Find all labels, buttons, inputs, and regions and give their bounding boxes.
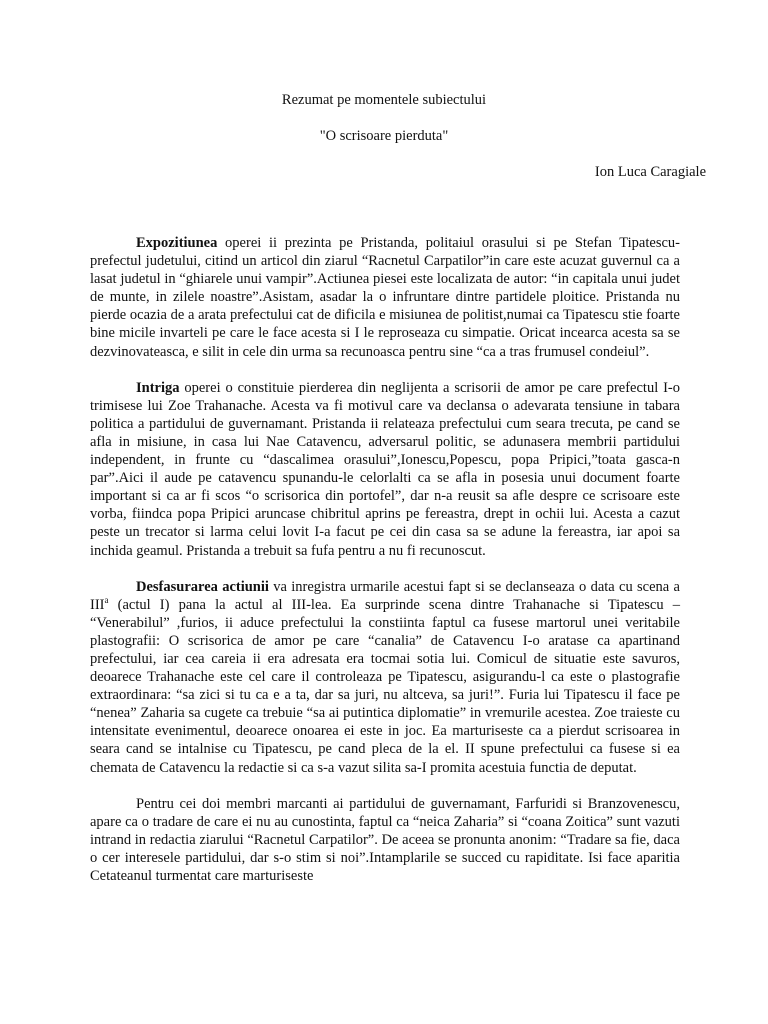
paragraph-text: operei o constituie pierderea din neglijenta a scrisorii de amor pe care prefectul I-o trimisese lui Zoe Trahanache. Acesta va fi motivul care va declansa o adevarata tensiune in tabara politica a partidului de guvernamant. Pristanda ii relateaza prefectului cum seara trecuta, pe cand se afla in misiune, in casa lui Nae Catavencu, adversarul politic, se adunasera membrii partidului independent, in frunte cu “dascalimea orasului”,Ionescu,Popescu, popa Pripici,”toata gasca-n par”.Aici il aude pe catavencu spunandu-le celorlalti ca se afla in posesia unui document foarte important si ca ar fi scos “o scrisorica din portofel”, dar n-a reusit sa afle despre ce scrisoare este vorba, fiindca popa Pripici aruncase chibritul aprins pe fereastra, drept in ochii lui. Acesta a cazut peste un trecator si larma celui lovit I-a facut pe cei din casa sa se adune la fereastra, iar apoi sa inchida geamul. Pristanda a trebuit sa fufa pentru a nu fi recunoscut. — [90, 379, 680, 559]
paragraph-expozitiunea — [90, 234, 680, 361]
paragraph-text: operei ii prezinta pe Pristanda, politaiul orasului si pe Stefan Tipatescu-prefectul judetului, citind un articol din ziarul “Racnetul Carpatilor”in care este acuzat guvernul ca a lasat judetul in “ghiarele unui vampir”.Actiunea piesei este localizata de autor: “in capitala unui judet de munte, in zilele noastre”.Asistam, asadar la o infruntare dintre partidele ploitice. Pristanda nu pierde ocazia de a arata prefectului cat de dificila e misiunea de politist,numai ca Tipatescu stie foarte bine micile invarteli pe care le face acesta si I le reproseaza cu simpatie. Oricat incearca acesta sa se dezvinovateasca, e silit in cele din urma sa recunoasca pentru sine “ca a tras frumusel condeiul”. — [90, 235, 680, 360]
document-author: Ion Luca Caragiale — [594, 164, 706, 180]
document-body — [90, 234, 680, 903]
paragraph-desfasurarea — [90, 578, 680, 777]
document-title: Rezumat pe momentele subiectului — [281, 92, 487, 108]
paragraph-intriga — [90, 379, 680, 560]
paragraph-text: (actul I) pana la actul al III-lea. Ea surprinde scena dintre Trahanache si Tipatescu – “Venerabilul” ,furios, ii aduce prefectului la constiinta faptul ca fusese martorul unei veritabile plastografii: O scrisorica de amor pe care “canalia” de Catavencu I-o aratase ca apartinand prefectului, iar cea careia ii era adresata era tocmai sotia lui. Comicul de situatie este savuros, deoarece Trahanache este cel care il controleaza pe Tipatescu, asigurandu-l ca este o plastografie extraordinara: “sa zici si tu ca e a ta, dar sa juri, nu altceva, sa juri!”. Furia lui Tipatescu il face pe “nenea” Zaharia sa cugete ca trebuie “sa ai putintica diplomatie” in vremurile acestea. Zoe traieste cu intensitate evenimentul, deoarece onoarea ei este in joc. Ea marturiseste ca a pierdut scrisoarea in seara cand se intalnise cu Tipatescu, pe cand pleca de la el. II spune prefectului ca fusese si ea chemata de Catavencu la redactie si ca s-a vazut silita sa-I promita acestuia functia de deputat. — [90, 596, 680, 776]
document-subtitle: "O scrisoare pierduta" — [319, 128, 449, 144]
paragraph-lead: Desfasurarea actiunii — [136, 578, 269, 595]
paragraph-lead: Expozitiunea — [136, 235, 218, 251]
paragraph-text: Pentru cei doi membri marcanti ai partidului de guvernamant, Farfuridi si Branzovenescu, apare ca o tradare de care ei nu au cunostinta, faptul ca “neica Zaharia” si “coana Zoitica” sunt vazuti intrand in redactia ziarului “Racnetul Carpatilor”. De aceea se pronunta anonim: “Tradare sa fie, daca o cer interesele partidului, dar s-o stim si noi”.Intamplarile se succed cu rapiditate. Isi face aparitia Cetateanul turmentat care marturiseste — [90, 795, 680, 884]
paragraph-lead: Intriga — [136, 379, 180, 396]
paragraph-text-before-sup: va inregistra urmarile acestui fapt si se declanseaza o data cu scena a III — [90, 578, 680, 613]
superscript: a — [104, 594, 109, 605]
paragraph-farfuridi — [90, 795, 680, 885]
